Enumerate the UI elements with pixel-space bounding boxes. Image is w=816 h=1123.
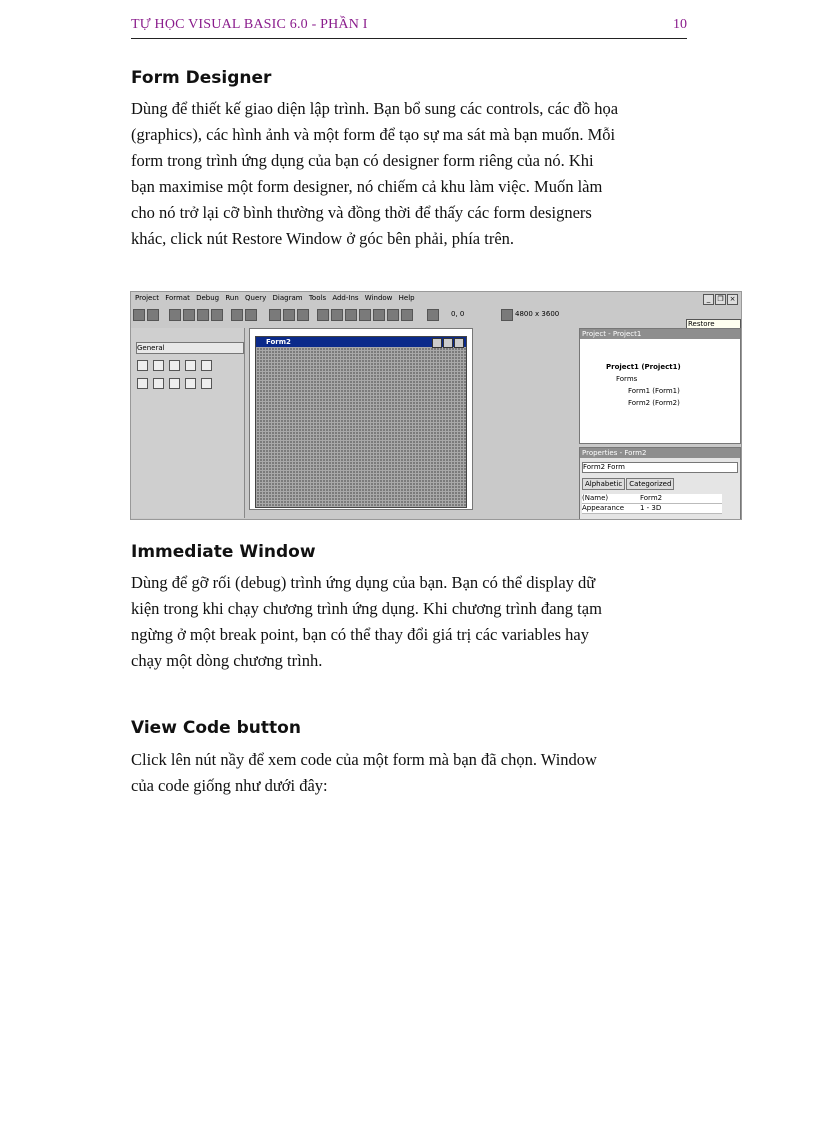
menu-addins[interactable]: Add-Ins [332, 294, 359, 302]
restore-window-icon[interactable]: ❐ [715, 294, 726, 305]
run-icon[interactable] [269, 309, 281, 321]
menu-debug[interactable]: Debug [196, 294, 220, 302]
toolbox-icon[interactable] [373, 309, 385, 321]
line-tool-icon[interactable] [201, 378, 212, 389]
form2-window[interactable] [255, 336, 467, 508]
page-header [131, 14, 687, 39]
paragraph-form-designer [131, 96, 686, 252]
properties-tabs [582, 478, 675, 490]
menu-help[interactable]: Help [398, 294, 415, 302]
pause-icon[interactable] [283, 309, 295, 321]
page-number: 10 [673, 17, 687, 32]
maximize-icon[interactable] [443, 338, 453, 348]
menu-run[interactable]: Run [225, 294, 239, 302]
open-project-icon[interactable] [133, 309, 145, 321]
component-manager-icon[interactable] [401, 309, 413, 321]
text-line: (graphics), các hình ảnh và một form để tạo sự ma sát mà bạn muốn. Mỗi [131, 125, 616, 144]
project-explorer-title: Project - Project1 [580, 329, 740, 339]
toolbox-general-tab[interactable]: General [136, 342, 244, 354]
option-button-tool-icon[interactable] [185, 360, 196, 371]
header-title: TỰ HỌC VISUAL BASIC 6.0 - PHẦN I [131, 17, 368, 32]
menu-format[interactable]: Format [165, 294, 190, 302]
toolbar-coords: 0, 0 [451, 310, 465, 318]
toolbox-panel [131, 328, 245, 518]
form2-titlebar: Form2 [256, 337, 466, 347]
paste-icon[interactable] [197, 309, 209, 321]
object-browser-icon[interactable] [359, 309, 371, 321]
minimize-icon[interactable]: _ [703, 294, 714, 305]
minimize-icon[interactable] [432, 338, 442, 348]
properties-object-select[interactable]: Form2 Form [582, 462, 738, 473]
listbox-tool-icon[interactable] [201, 360, 212, 371]
text-line: ngừng ở một break point, bạn có thể thay đổi giá trị các variables hay [131, 625, 589, 644]
menu-diagram[interactable]: Diagram [272, 294, 303, 302]
find-icon[interactable] [211, 309, 223, 321]
properties-window [579, 447, 741, 520]
tab-alphabetic[interactable]: Alphabetic [582, 478, 625, 490]
close-icon[interactable]: × [727, 294, 738, 305]
shape-tool-icon[interactable] [185, 378, 196, 389]
text-line: khác, click nút Restore Window ở góc bên phải, phía trên. [131, 229, 515, 248]
pointer-icon[interactable] [137, 360, 148, 371]
cut-icon[interactable] [169, 309, 181, 321]
size-icon [501, 309, 513, 321]
tab-categorized[interactable]: Categorized [626, 478, 674, 490]
form-layout-icon[interactable] [345, 309, 357, 321]
redo-icon[interactable] [245, 309, 257, 321]
position-icon [427, 309, 439, 321]
text-line: cho nó trở lại cỡ bình thường và đồng thời để thấy các form designers [131, 203, 592, 222]
tree-form2[interactable]: Form2 (Form2) [628, 399, 680, 407]
tree-forms-folder[interactable]: Forms [616, 375, 638, 383]
copy-icon[interactable] [183, 309, 195, 321]
property-row[interactable]: (Name) Form2 [582, 494, 722, 504]
properties-window-icon[interactable] [331, 309, 343, 321]
heading-form-designer: Form Designer [131, 68, 272, 88]
data-view-icon[interactable] [387, 309, 399, 321]
undo-icon[interactable] [231, 309, 243, 321]
project-explorer-icon[interactable] [317, 309, 329, 321]
paragraph-view-code [131, 747, 686, 799]
vb-ide-screenshot [130, 291, 742, 520]
text-line: form trong trình ứng dụng của bạn có designer form riêng của nó. Khi [131, 151, 594, 170]
ide-window-buttons [702, 294, 738, 305]
text-line: chạy một dòng chương trình. [131, 651, 323, 670]
image-tool-icon[interactable] [169, 378, 180, 389]
text-line: kiện trong khi chạy chương trình ứng dụng. Khi chương trình đang tạm [131, 599, 602, 618]
properties-title: Properties - Form2 [580, 448, 740, 458]
heading-view-code-button: View Code button [131, 718, 301, 738]
property-row[interactable]: Appearance 1 - 3D [582, 504, 722, 514]
close-icon[interactable] [454, 338, 464, 348]
menu-window[interactable]: Window [364, 294, 393, 302]
label-tool-icon[interactable] [153, 360, 164, 371]
checkbox-tool-icon[interactable] [169, 360, 180, 371]
text-line: của code giống như dưới đây: [131, 776, 328, 795]
form2-window-buttons [431, 338, 464, 350]
tree-project1[interactable]: Project1 (Project1) [606, 363, 681, 371]
text-line: bạn maximise một form designer, nó chiếm cả khu làm việc. Muốn làm [131, 177, 603, 196]
textbox-tool-icon[interactable] [137, 378, 148, 389]
heading-immediate-window: Immediate Window [131, 542, 316, 562]
text-line: Dùng để thiết kế giao diện lập trình. Bạn bổ sung các controls, các đồ họa [131, 99, 619, 118]
restore-window-tooltip: Restore [686, 319, 741, 337]
menu-query[interactable]: Query [245, 294, 267, 302]
menu-tools[interactable]: Tools [308, 294, 327, 302]
save-icon[interactable] [147, 309, 159, 321]
menu-project[interactable]: Project [135, 294, 159, 302]
text-line: Dùng để gỡ rối (debug) trình ứng dụng của bạn. Bạn có thể display dữ [131, 573, 596, 592]
stop-icon[interactable] [297, 309, 309, 321]
text-line: Click lên nút nầy để xem code của một form mà bạn đã chọn. Window [131, 750, 597, 769]
ide-toolbar [131, 309, 741, 322]
toolbar-size: 4800 x 3600 [515, 310, 560, 318]
tree-form1[interactable]: Form1 (Form1) [628, 387, 680, 395]
paragraph-immediate-window [131, 570, 686, 674]
frame-tool-icon[interactable] [153, 378, 164, 389]
project-explorer [579, 328, 741, 444]
ide-menubar [131, 294, 741, 305]
properties-grid [582, 494, 722, 514]
